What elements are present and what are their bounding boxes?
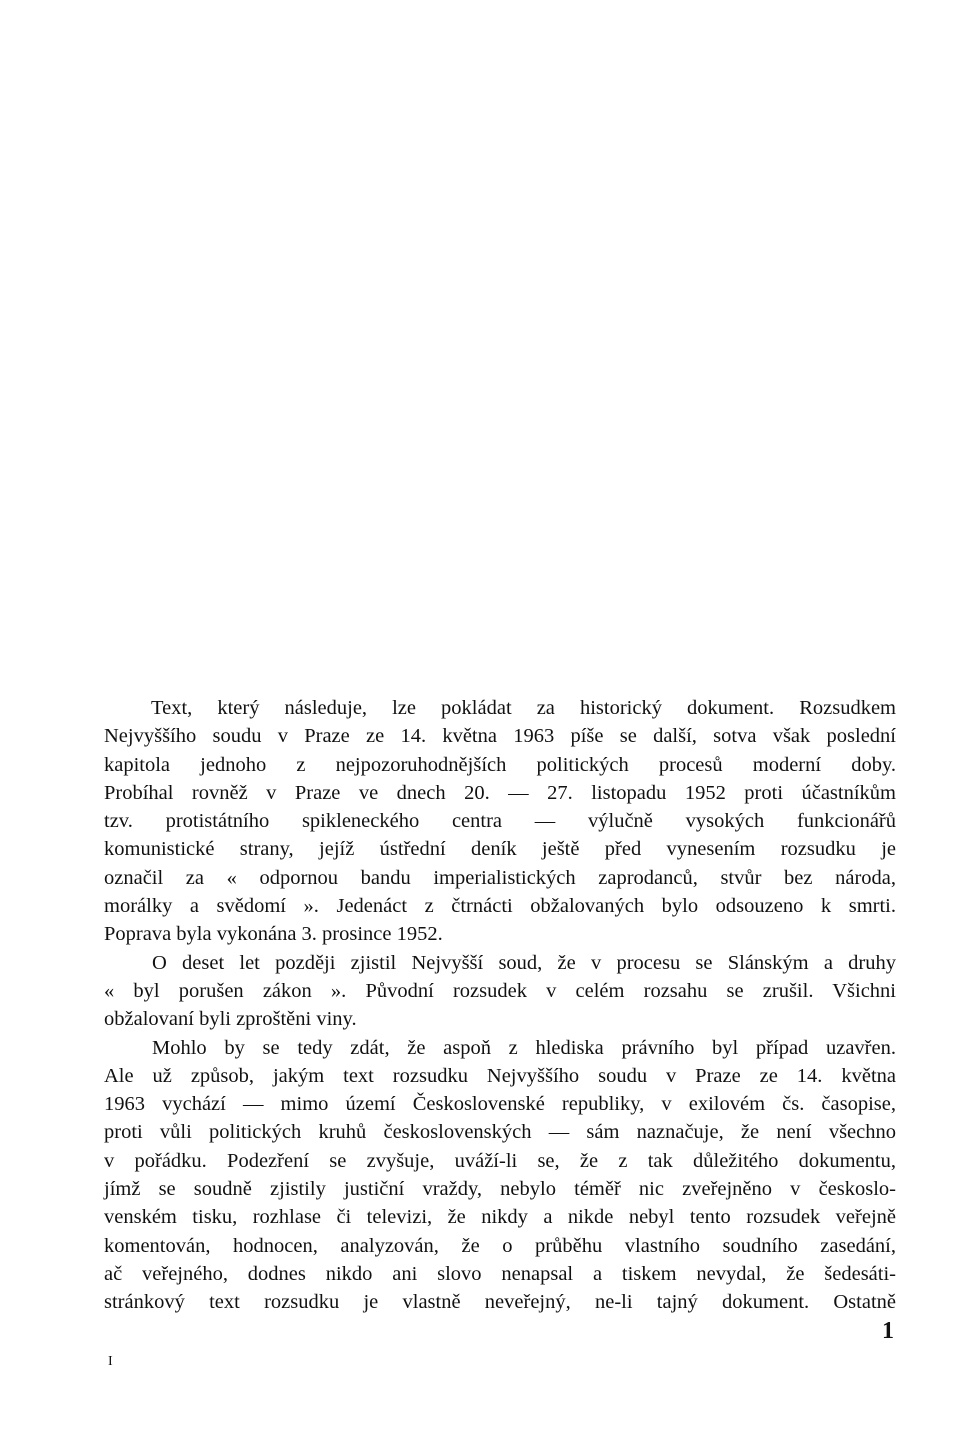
page-number: 1 xyxy=(882,1318,894,1344)
paragraph-3-line-2: Ale už způsob, jakým text rozsudku Nejvyššího soudu v Praze ze 14. května xyxy=(104,1064,896,1087)
paragraph-1-line-5: tzv. protistátního spikleneckého centra — výlučně vysokých funkcionářů xyxy=(104,810,896,833)
paragraph-3-line-4: proti vůli politických kruhů československých — sám naznačuje, že není všechno xyxy=(104,1121,896,1144)
paragraph-3-line-7: venském tisku, rozhlase či televizi, že nikdy a nikde nebyl tento rozsudek veřejně xyxy=(104,1206,896,1229)
body-text xyxy=(104,694,896,1317)
paragraph-3-line-3: 1963 vychází — mimo území Československé republiky, v exilovém čs. časopise, xyxy=(104,1093,896,1116)
signature-mark: I xyxy=(108,1354,113,1369)
paragraph-2-line-2: « byl porušen zákon ». Původní rozsudek v celém rozsahu se zrušil. Všichni xyxy=(104,979,896,1002)
paragraph-2-line-3: obžalovaní byli zproštěni viny. xyxy=(104,1008,357,1031)
paragraph-3-line-6: jímž se soudně zjistily justiční vraždy, nebylo téměř nic zveřejněno v českoslo- xyxy=(104,1178,896,1201)
paragraph-1-line-2: Nejvyššího soudu v Praze ze 14. května 1963 píše se další, sotva však poslední xyxy=(104,725,896,748)
paragraph-3-line-5: v pořádku. Podezření se zvyšuje, uváží-li se, že z tak důležitého dokumentu, xyxy=(104,1149,896,1172)
paragraph-3-line-1: Mohlo by se tedy zdát, že aspoň z hlediska právního byl případ uzavřen. xyxy=(152,1036,896,1059)
paragraph-3-line-9: ač veřejného, dodnes nikdo ani slovo nenapsal a tiskem nevydal, že šedesáti- xyxy=(104,1262,896,1285)
paragraph-1-line-3: kapitola jednoho z nejpozoruhodnějších politických procesů moderní doby. xyxy=(104,753,896,776)
paragraph-1-line-1: Text, který následuje, lze pokládat za historický dokument. Rozsudkem xyxy=(151,697,896,719)
paragraph-1-line-6: komunistické strany, jejíž ústřední deník ještě před vynesením rozsudku je xyxy=(104,838,896,861)
paragraph-3-line-8: komentován, hodnocen, analyzován, že o průběhu vlastního soudního zasedání, xyxy=(104,1234,896,1257)
paragraph-1-line-7: označil za « odpornou bandu imperialistických zaprodanců, stvůr bez národa, xyxy=(104,866,896,889)
paragraph-3-line-10: stránkový text rozsudku je vlastně neveřejný, ne-li tajný dokument. Ostatně xyxy=(104,1291,896,1314)
paragraph-1-line-8: morálky a svědomí ». Jedenáct z čtrnácti obžalovaných bylo odsouzeno k smrti. xyxy=(104,895,896,918)
paragraph-2-line-1: O deset let později zjistil Nejvyšší soud, že v procesu se Slánským a druhy xyxy=(152,951,896,974)
paragraph-1-line-9: Poprava byla vykonána 3. prosince 1952. xyxy=(104,923,443,946)
paragraph-1-line-4: Probíhal rovněž v Praze ve dnech 20. — 27. listopadu 1952 proti účastníkům xyxy=(104,781,896,804)
